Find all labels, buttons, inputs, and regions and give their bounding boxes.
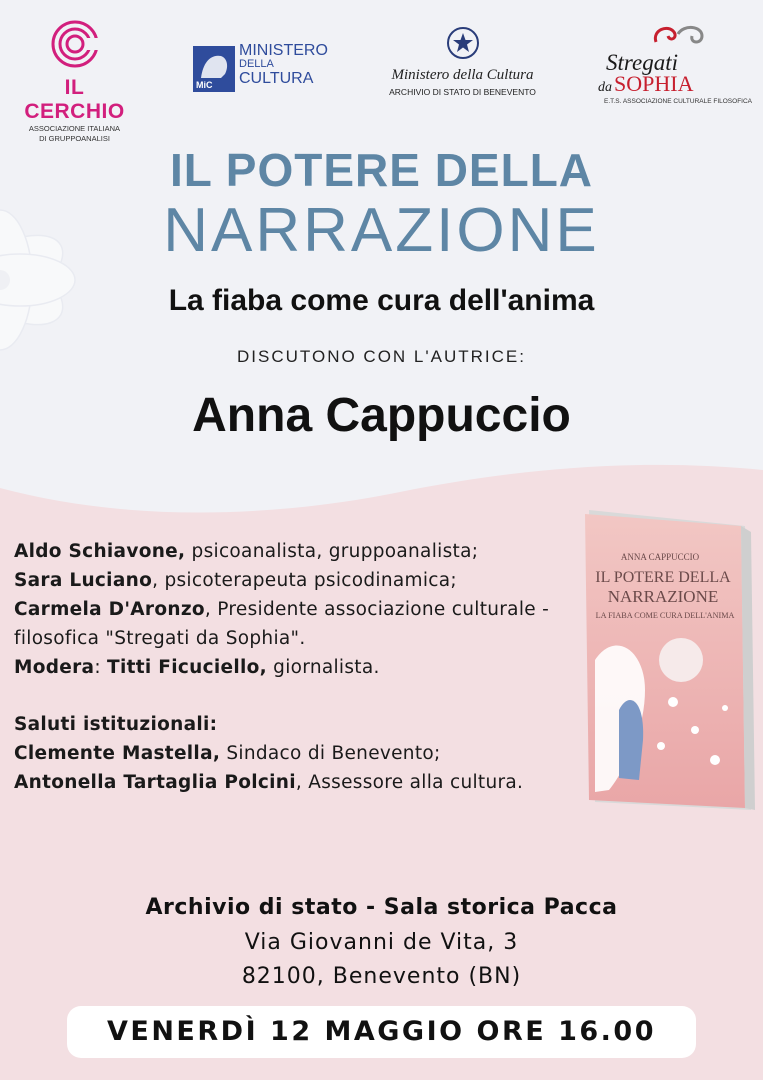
author-name: Anna Cappuccio [192, 389, 571, 442]
cerchio-logo [12, 18, 137, 144]
book-cover-image [585, 510, 755, 810]
mic-line-3: CULTURA [239, 70, 314, 87]
mic-line-1: MINISTERO [239, 42, 328, 59]
moderator-label: Modera [14, 657, 95, 678]
title-line-2: NARRAZIONE [163, 196, 600, 265]
greetings-label-text: Saluti istituzionali: [14, 714, 218, 735]
venue-city: 82100, Benevento (BN) [241, 964, 522, 989]
book-author: ANNA CAPPUCCIO [620, 552, 700, 562]
event-subtitle: La fiaba come cura dell'anima [168, 284, 595, 317]
ministero-archivio-logo [370, 25, 555, 97]
sophia-da: da [598, 80, 612, 95]
sophia-name: SOPHIA [614, 71, 694, 96]
cerchio-name: IL CERCHIO [24, 76, 125, 123]
speaker-1 [14, 537, 574, 566]
mic-badge-text: MiC [196, 80, 213, 90]
moderator-separator: : [94, 657, 108, 678]
greeting-2 [14, 768, 574, 797]
speaker-2-role: , psicoterapeuta psicodinamica; [152, 570, 457, 591]
speakers-panel [14, 537, 574, 797]
venue-name: Archivio di stato - Sala storica Pacca [145, 895, 618, 920]
sophia-line-1: Stregati [606, 50, 678, 75]
moderator-role: giornalista. [266, 657, 380, 678]
sophia-subtitle: E.T.S. ASSOCIAZIONE CULTURALE FILOSOFICA [604, 98, 752, 105]
greeting-1-role: Sindaco di Benevento; [220, 743, 441, 764]
statue-icon [193, 48, 235, 82]
discuss-label: DISCUTONO CON L'AUTRICE: [237, 347, 526, 366]
book-subtitle: LA FIABA COME CURA DELL'ANIMA [595, 611, 735, 620]
greetings-label [14, 710, 574, 739]
book-title-1: IL POTERE DELLA [595, 569, 731, 586]
cerchio-subtitle-2: DI GRUPPOANALISI [39, 134, 110, 143]
cerchio-subtitle-1: ASSOCIAZIONE ITALIANA [28, 124, 121, 133]
stregati-sophia-logo [598, 22, 758, 105]
speaker-3 [14, 595, 574, 653]
archivio-name: ARCHIVIO DI STATO DI BENEVENTO [389, 87, 536, 97]
ministero-name: Ministero della Cultura [391, 67, 534, 83]
title-line-1: IL POTERE DELLA [169, 144, 594, 196]
moderator-name: Titti Ficuciello, [107, 657, 267, 678]
speaker-2-name: Sara Luciano [14, 570, 153, 591]
speaker-3-name: Carmela D'Aronzo [14, 599, 205, 620]
mic-line-2: DELLA [239, 58, 274, 70]
cerchio-ring-icon [49, 18, 101, 70]
republic-emblem-icon [446, 25, 480, 61]
speaker-3-role: , Presidente associazione culturale - filosofica "Stregati da Sophia". [14, 599, 550, 649]
swirl-icon [648, 22, 708, 48]
venue-street: Via Giovanni de Vita, 3 [244, 930, 519, 955]
mic-badge [193, 46, 235, 92]
speaker-2 [14, 566, 574, 595]
greeting-1 [14, 739, 574, 768]
speaker-1-role: psicoanalista, gruppoanalista; [185, 541, 479, 562]
sophia-line-2 [598, 71, 758, 98]
speaker-1-name: Aldo Schiavone, [14, 541, 186, 562]
event-date-banner: VENERDÌ 12 MAGGIO ORE 16.00 [67, 1006, 696, 1058]
greeting-2-name: Antonella Tartaglia Polcini [14, 772, 296, 793]
moderator [14, 653, 574, 682]
greeting-2-role: , Assessore alla cultura. [295, 772, 524, 793]
book-title-2: NARRAZIONE [607, 587, 719, 606]
greeting-1-name: Clemente Mastella, [14, 743, 221, 764]
mic-text [239, 42, 328, 87]
